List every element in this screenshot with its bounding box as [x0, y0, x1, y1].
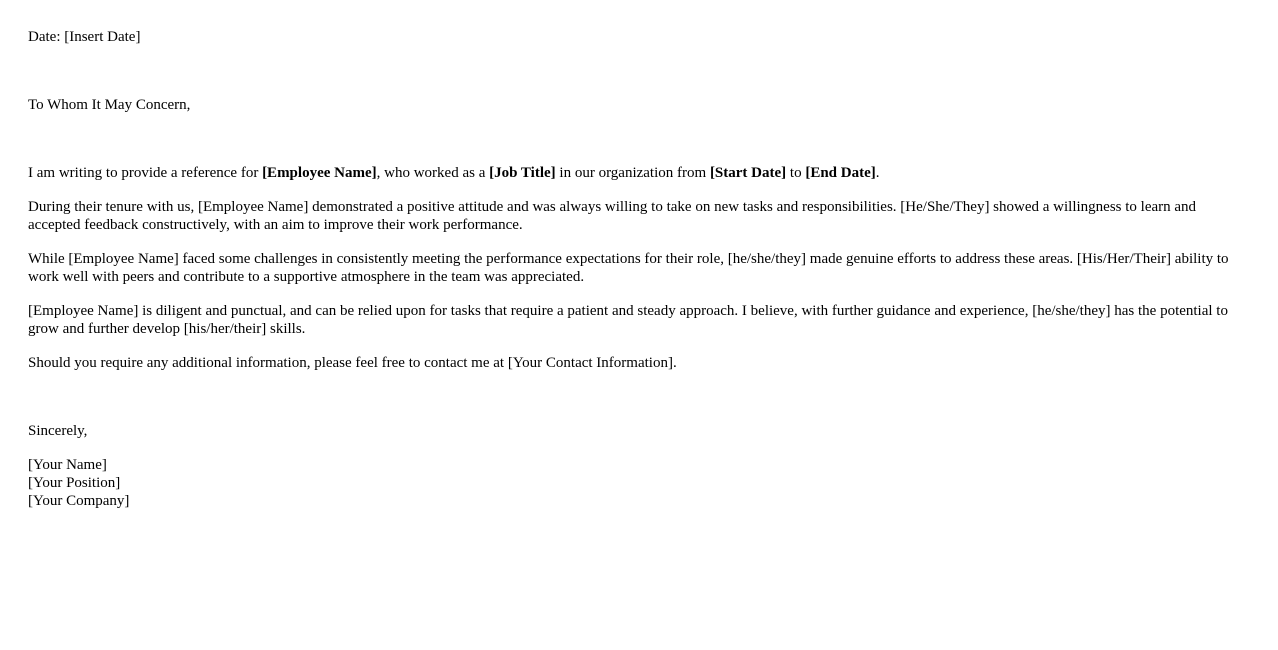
- end-date-placeholder: [End Date]: [805, 165, 876, 181]
- job-title-placeholder: [Job Title]: [489, 165, 556, 181]
- signature-position: [Your Position]: [28, 475, 121, 491]
- tenure-paragraph: During their tenure with us, [Employee Name] demonstrated a positive attitude and was always willing to take on new tasks and responsibilities. [He/She/They] showed a willingness to learn and accepted feedback constructively, with an aim to improve their work performance.: [28, 199, 1197, 233]
- challenges-paragraph: While [Employee Name] faced some challenges in consistently meeting the performance expectations for their role, [he/she/they] made genuine efforts to address these areas. [His/Her/Their] ability to work well with peers and contribute to a supportive atmosphere in the team was appreciated.: [28, 251, 1229, 285]
- signature-block: [28, 456, 1250, 510]
- signature-company: [Your Company]: [28, 493, 130, 509]
- intro-text-5: .: [875, 165, 880, 181]
- intro-text-1: I am writing to provide a reference for: [28, 165, 263, 181]
- letter-closing: Sincerely,: [28, 423, 88, 439]
- diligence-paragraph: [Employee Name] is diligent and punctual, and can be relied upon for tasks that require a patient and steady approach. I believe, with further guidance and experience, [he/she/they] has the potential to grow and further develop [his/her/their] skills.: [28, 303, 1228, 337]
- contact-paragraph: Should you require any additional information, please feel free to contact me at [Your Contact Information].: [28, 355, 677, 371]
- employee-name-placeholder: [Employee Name]: [262, 165, 377, 181]
- intro-text-3: in our organization from: [555, 165, 710, 181]
- letter-date: Date: [Insert Date]: [28, 29, 141, 45]
- signature-name: [Your Name]: [28, 457, 107, 473]
- intro-paragraph: [28, 164, 1250, 182]
- intro-text-4: to: [786, 165, 806, 181]
- intro-text-2: , who worked as a: [376, 165, 490, 181]
- start-date-placeholder: [Start Date]: [709, 165, 787, 181]
- letter-salutation: To Whom It May Concern,: [28, 97, 191, 113]
